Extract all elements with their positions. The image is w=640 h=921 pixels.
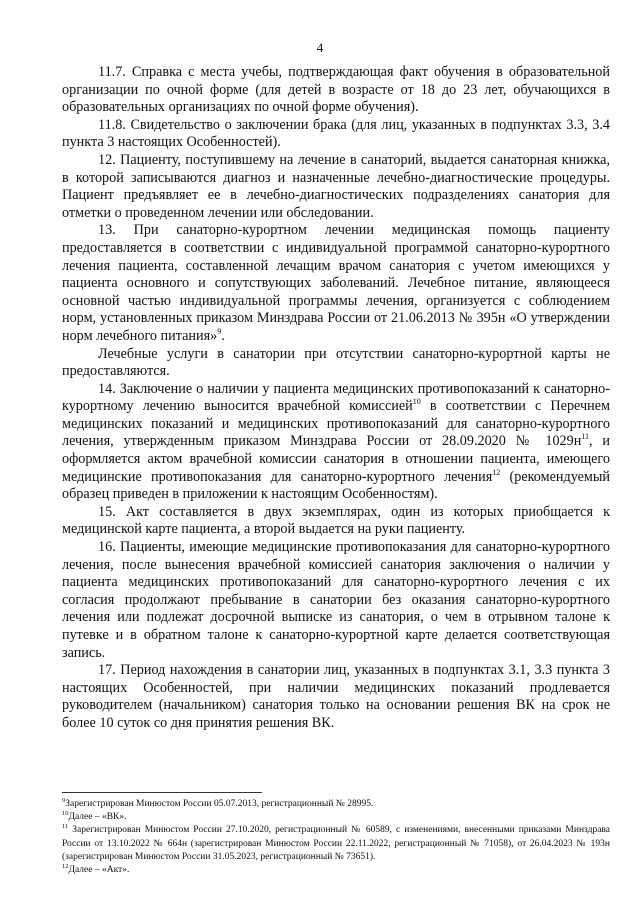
footnote-12-text: Далее – «Акт».: [68, 865, 130, 876]
page-number: 4: [316, 40, 324, 55]
paragraph-11-7: 11.7. Справка с места учебы, подтверждающая факт обучения в образовательной организации по очной форме (для детей в возрасте от 18 до 23 лет, обучающихся в образовательных организациях по очной форме обучения).: [62, 64, 610, 116]
paragraph-14-part-c: , и оформляется актом врачебной комиссии санатория в отношении пациента, имеющего медицинские противопоказания для санаторно-курортного лечения: [62, 433, 611, 485]
paragraph-13-text: 13. При санаторно-курортном лечении медицинская помощь пациенту предоставляется в соответствии с индивидуальной программой санаторно-курортного лечения пациента, составленной лечащим врачом санатория с учетом имеющихся у пациента основного и сопутствующих заболеваний. Лечебное питание, являющееся основной частью индивидуальной программы лечения, организуется с соблюдением норм, установленных приказом Минздрава России от 21.06.2013 № 395н «О утверждении норм лечебного питания»: [62, 222, 610, 344]
footnote-12: [62, 864, 610, 877]
footnote-11-text: Зарегистрирован Минюстом России 27.10.2020, регистрационный № 60589, с изменениями, внесенными приказами Минздрава России от 13.10.2022 № 664н (зарегистрирован Минюстом России 22.11.2022, регистрационный № 71058), от 26.04.2023 № 193н (зарегистрирован Минюстом России 31.05.2023, регистрационный № 73651).: [62, 825, 610, 862]
footnotes: [62, 798, 610, 877]
paragraph-13-continued: Лечебные услуги в санатории при отсутствии санаторно-курортной карты не предоставляются.: [62, 345, 610, 380]
footnote-ref-12: 12: [492, 467, 501, 477]
paragraph-14-part-a: 14. Заключение о наличии у пациента медицинских противопоказаний к санаторно-курортному лечению выносится врачебной комиссией: [62, 380, 610, 415]
footnote-10: [62, 811, 610, 824]
footnote-mark-9: 9: [62, 797, 66, 804]
paragraph-13-end: .: [221, 327, 225, 344]
paragraph-16: 16. Пациенты, имеющие медицинские противопоказания для санаторно-курортного лечения, после вынесения врачебной комиссией санатория заключения о наличии у пациента медицинских противопоказаний для санаторно-курортного лечения с их согласия продолжают пребывание в санатории без оказания санаторно-курортного лечения или подлежат досрочной выписке из санатория, о чем в отрывном талоне к путевке и в обратном талоне к санаторно-курортной карте делается соответствующая запись.: [62, 539, 610, 661]
paragraph-14-part-b: в соответствии с Перечнем медицинских показаний и медицинских противопоказаний для санаторно-курортного лечения, утвержденным приказом Минздрава России от 28.09.2020 № 1029н: [62, 398, 610, 450]
footnote-ref-10: 10: [412, 397, 421, 407]
footnote-mark-10: 10: [62, 810, 69, 818]
footnote-mark-12: 12: [62, 863, 69, 871]
footnote-ref-9: 9: [217, 326, 222, 336]
footnote-9-text: Зарегистрирован Минюстом России 05.07.2013, регистрационный № 28995.: [65, 799, 374, 809]
document-body: [62, 64, 610, 733]
footnote-10-text: Далее – «ВК».: [68, 812, 127, 823]
footnote-9: [62, 798, 610, 811]
paragraph-15: 15. Акт составляется в двух экземплярах, один из которых приобщается к медицинской карте пациента, а второй выдается на руки пациенту.: [62, 503, 610, 538]
paragraph-12: 12. Пациенту, поступившему на лечение в санаторий, выдается санаторная книжка, в которой записываются диагноз и назначенные лечебно-диагностические процедуры. Пациент предъявляет ее в лечебно-диагностических подразделениях санатория для отметки о проведенном лечении или обследовании.: [62, 151, 610, 221]
footnote-ref-11: 11: [581, 432, 590, 442]
footnote-divider: [62, 792, 262, 793]
paragraph-14: [62, 381, 610, 504]
paragraph-14-part-d: (рекомендуемый образец приведен в приложении к настоящим Особенностям).: [62, 468, 610, 503]
paragraph-17: 17. Период нахождения в санатории лиц, указанных в подпунктах 3.1, 3.3 пункта 3 настоящих Особенностей, при наличии медицинских показаний продлевается руководителем (начальником) санатория только на основании решения ВК на срок не более 10 суток со дня принятия решения ВК.: [62, 662, 610, 731]
paragraph-11-8: 11.8. Свидетельство о заключении брака (для лиц, указанных в подпунктах 3.3, 3.4 пункта 3 настоящих Особенностей).: [62, 116, 610, 151]
footnote-mark-11: 11: [62, 823, 69, 831]
paragraph-13: [62, 222, 610, 345]
footnote-11: [62, 824, 610, 864]
